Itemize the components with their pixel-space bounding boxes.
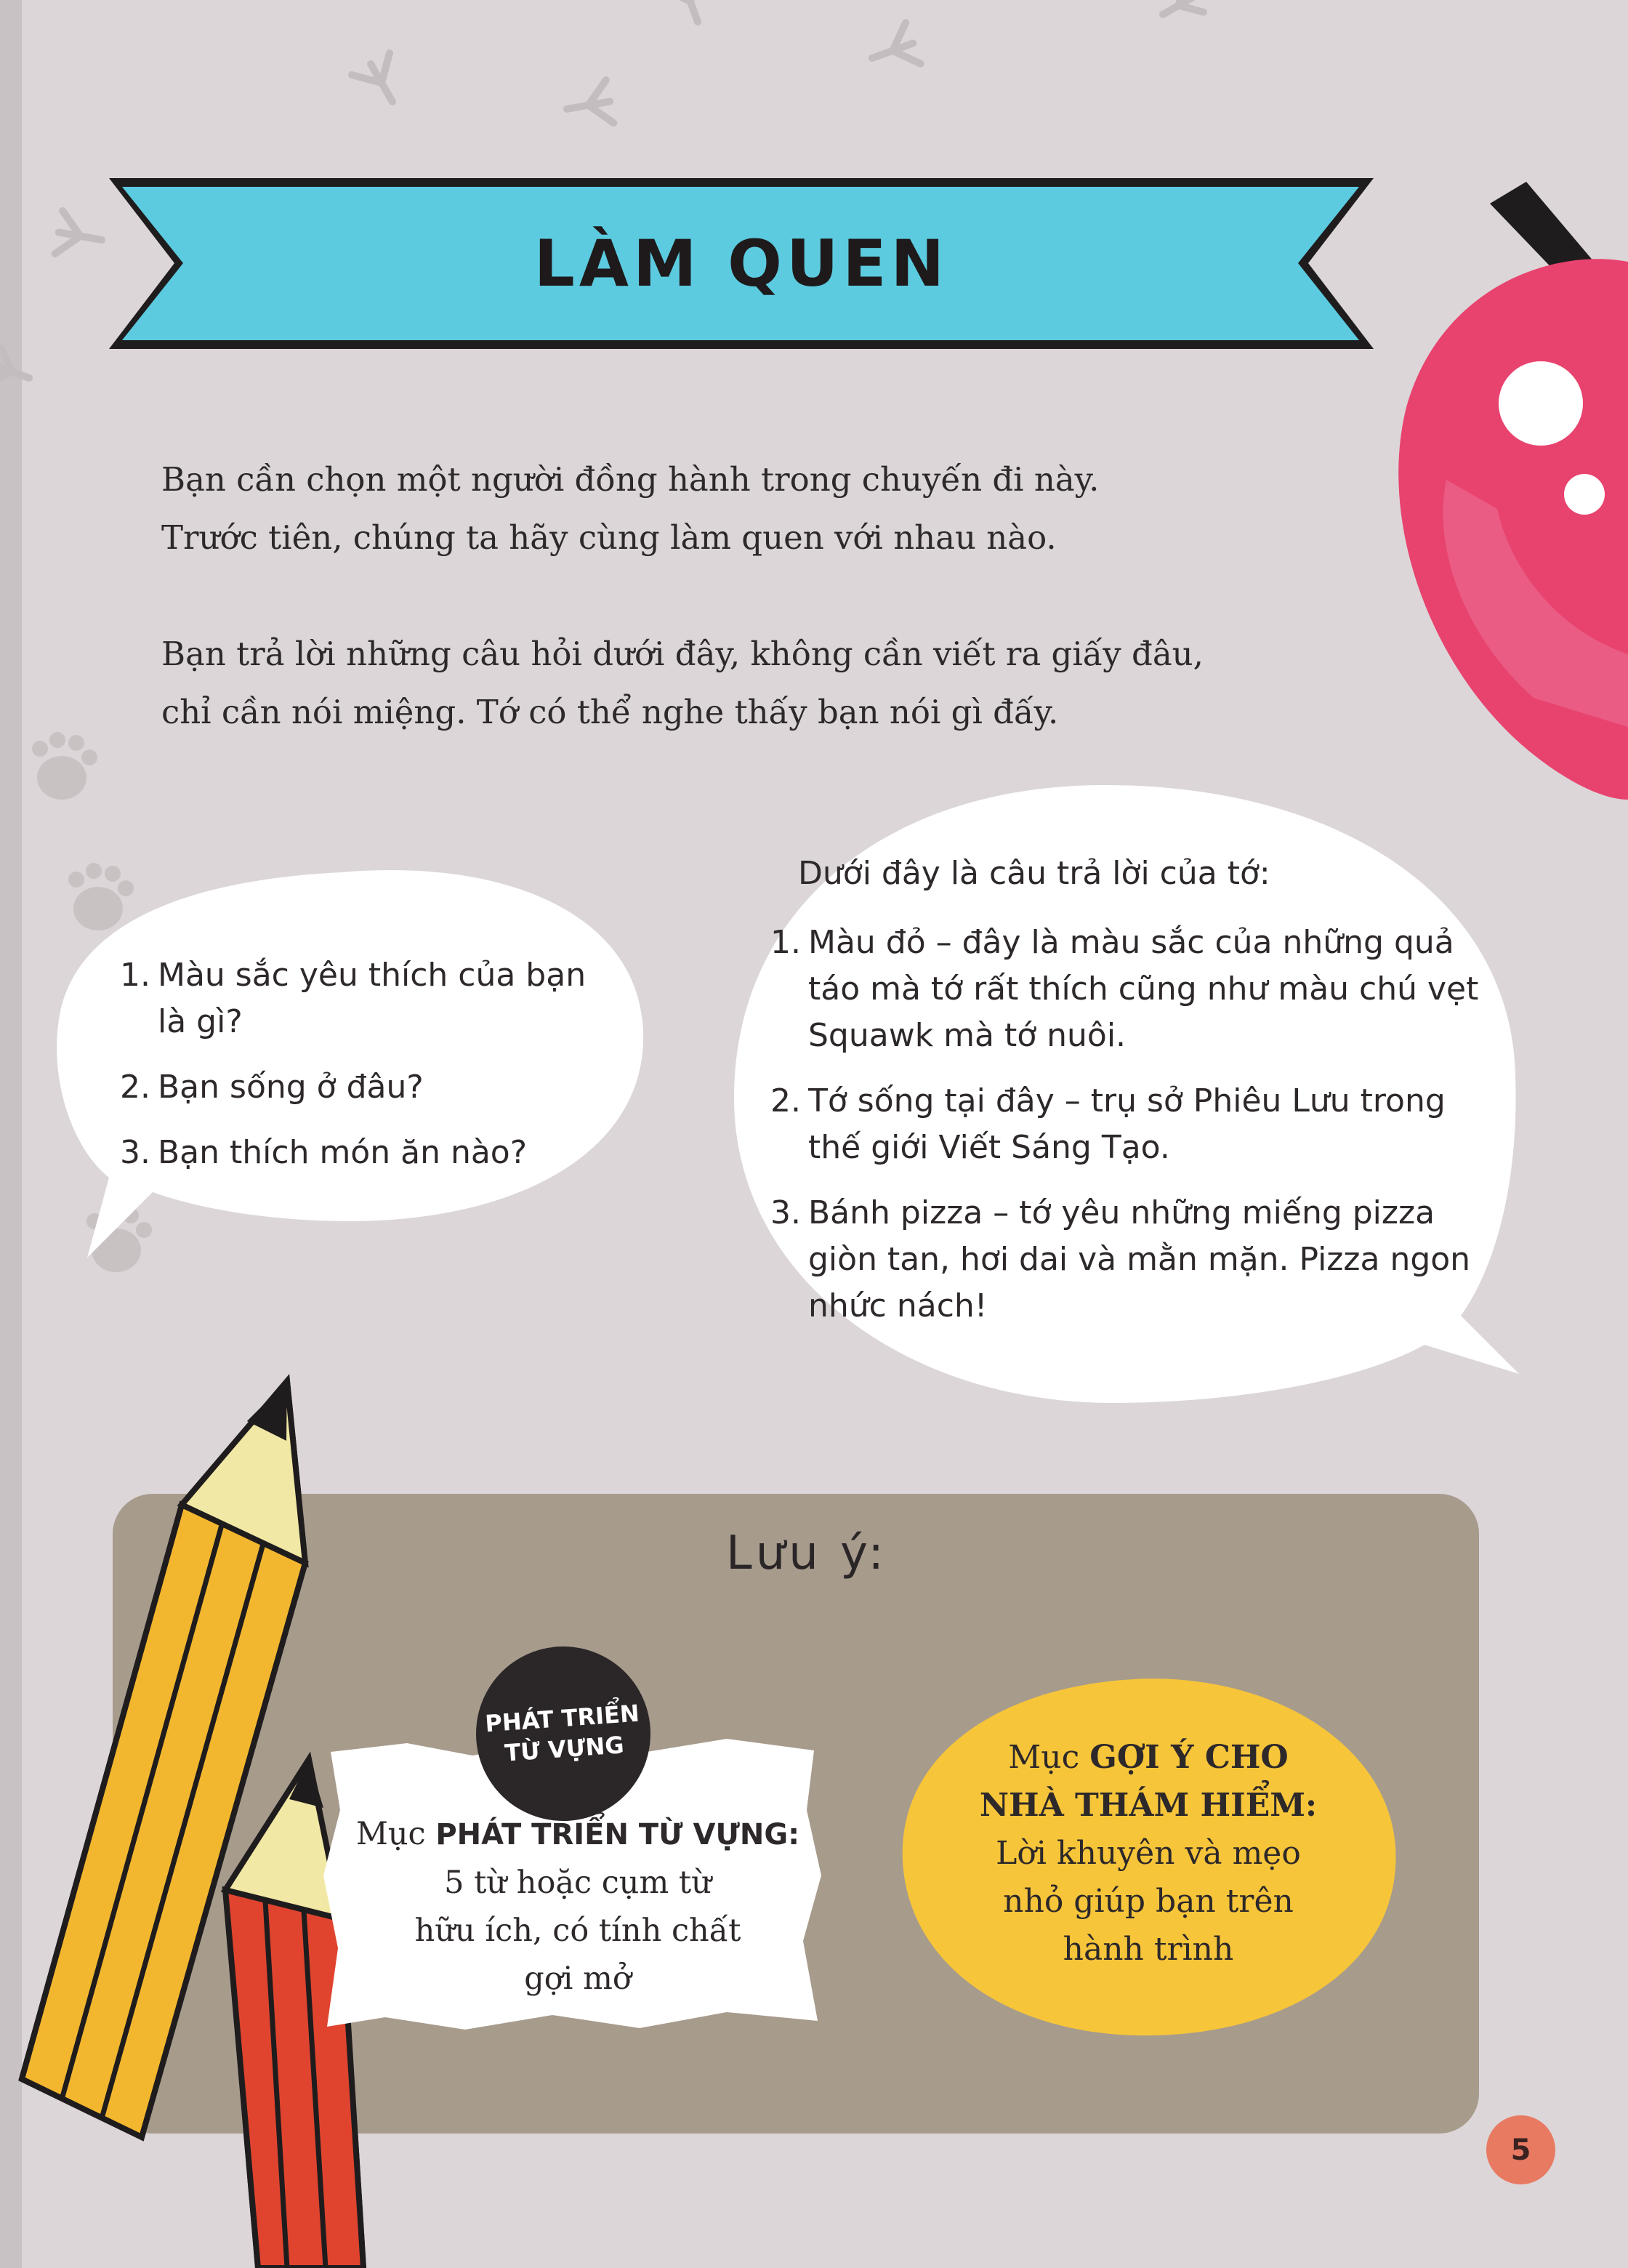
item-number: 1. bbox=[770, 924, 801, 961]
item-number: 3. bbox=[120, 1134, 150, 1171]
tip-label: GỢI Ý CHO bbox=[1089, 1739, 1289, 1776]
item-number: 3. bbox=[770, 1194, 801, 1231]
question-text: Bạn thích món ăn nào? bbox=[158, 1134, 528, 1171]
answer-text: Bánh pizza – tớ yêu những miếng pizza giòn tan, hơi dai và mằn mặn. Pizza ngon nhức nách! bbox=[808, 1194, 1471, 1324]
tip-description bbox=[945, 1734, 1352, 1974]
vocab-line: 5 từ hoặc cụm từ bbox=[444, 1865, 712, 1901]
list-item bbox=[770, 920, 1483, 1059]
list-item bbox=[120, 952, 621, 1045]
list-item bbox=[120, 1064, 621, 1111]
intro-line: Bạn cần chọn một người đồng hành trong chuyến đi này. bbox=[161, 460, 1100, 499]
intro-line: Bạn trả lời những câu hỏi dưới đây, không cần viết ra giấy đâu, bbox=[161, 635, 1204, 673]
answer-list bbox=[770, 920, 1483, 1348]
tip-line: hành trình bbox=[1063, 1931, 1234, 1968]
list-item bbox=[770, 1078, 1483, 1171]
note-title: Lưu ý: bbox=[726, 1527, 887, 1580]
answer-text: Tớ sống tại đây – trụ sở Phiêu Lưu trong thế giới Viết Sáng Tạo. bbox=[808, 1082, 1446, 1166]
badge-line: TỪ VỰNG bbox=[504, 1731, 625, 1767]
question-text: Bạn sống ở đâu? bbox=[158, 1069, 424, 1106]
tip-line: Lời khuyên và mẹo bbox=[996, 1835, 1301, 1872]
vocab-prefix: Mục bbox=[355, 1816, 436, 1852]
vocab-label: PHÁT TRIỂN TỪ VỰNG: bbox=[435, 1818, 800, 1851]
page-title: LÀM QUEN bbox=[533, 226, 949, 301]
badge-line: PHÁT TRIỂN bbox=[484, 1699, 640, 1738]
question-list bbox=[120, 952, 621, 1195]
intro-line: Trước tiên, chúng ta hãy cùng làm quen với nhau nào. bbox=[161, 518, 1057, 557]
item-number: 1. bbox=[120, 957, 150, 994]
answer-text: Màu đỏ – đây là màu sắc của những quả táo mà tớ rất thích cũng như màu chú vẹt Squawk mà tớ nuôi. bbox=[808, 924, 1479, 1054]
question-text: Màu sắc yêu thích của bạn là gì? bbox=[158, 957, 587, 1040]
item-number: 2. bbox=[120, 1069, 150, 1106]
vocab-line: hữu ích, có tính chất bbox=[414, 1913, 741, 1949]
list-item bbox=[770, 1190, 1483, 1330]
item-number: 2. bbox=[770, 1082, 801, 1119]
intro-line: chỉ cần nói miệng. Tớ có thể nghe thấy bạn nói gì đấy. bbox=[161, 693, 1059, 731]
list-item bbox=[120, 1130, 621, 1176]
vocab-description bbox=[342, 1810, 814, 2003]
answer-heading: Dưới đây là câu trả lời của tớ: bbox=[798, 855, 1270, 892]
tip-prefix: Mục bbox=[1008, 1739, 1090, 1776]
tip-line: nhỏ giúp bạn trên bbox=[1003, 1883, 1294, 1920]
vocab-line: gợi mở bbox=[524, 1961, 632, 1997]
tip-label: NHÀ THÁM HIỂM: bbox=[979, 1787, 1318, 1824]
page-number: 5 bbox=[1486, 2115, 1555, 2184]
